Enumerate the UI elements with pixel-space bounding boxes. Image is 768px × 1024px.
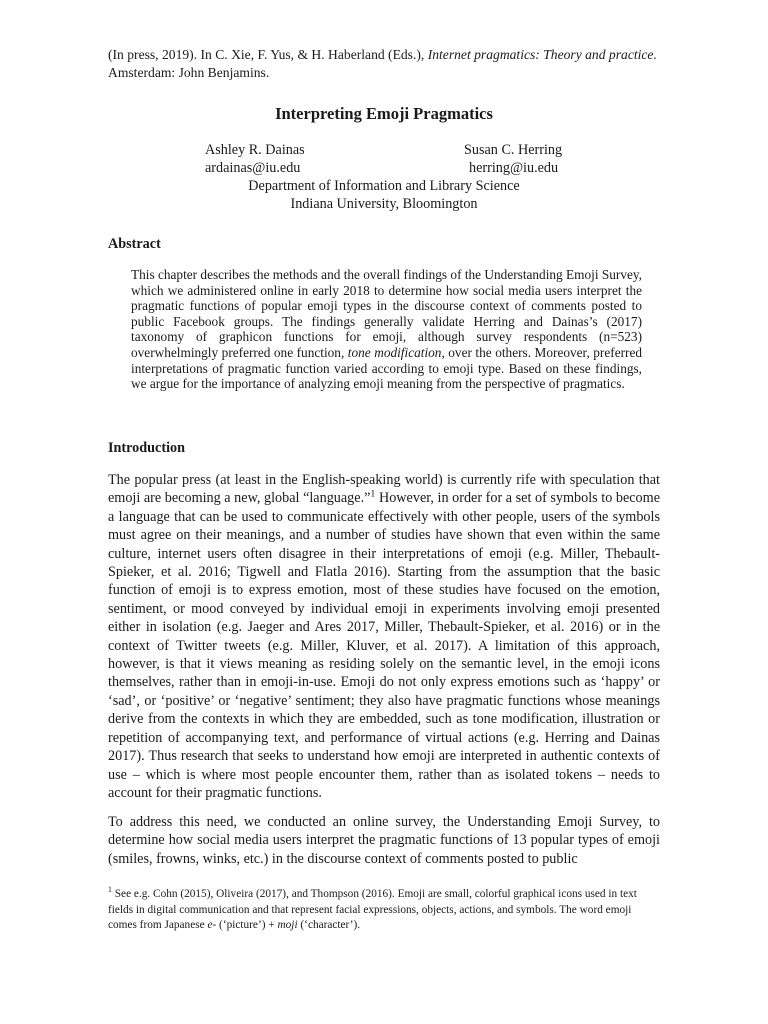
footnote-text: See e.g. Cohn (2015), Oliveira (2017), and Thompson (2016). Emoji are small, colorful graphical icons used in text fields in digital communication and that represent facial expressions, objects, actions, and symbols. The word emoji comes from Japanese [108,888,637,931]
paragraph-text: The popular press (at least in the English-speaking world) is currently rife with speculation that emoji are becoming a new, global “language.” [108,472,660,507]
abstract-text-part: This chapter describes the methods and the overall findings of the Understanding Emoji Survey, which we administered online in early 2018 to determine how social media users interpret the pragmatic functions of popular emoji types in the discourse context of comments posted to public Facebook groups. The findings generally validate Herring and Dainas’s (2017) taxonomy of graphicon functions for emoji, although survey respondents (n=523) overwhelmingly preferred one function, [131,267,642,360]
abstract-text [131,267,642,392]
abstract-heading: Abstract [108,236,161,252]
author-block-2 [464,141,562,177]
abstract-text-part: , over the others. Moreover, preferred interpretations of pragmatic function varied according to emoji type. Based on these findings, we argue for the importance of analyzing emoji meaning from the perspective of pragmatics. [131,344,642,392]
paper-title: Interpreting Emoji Pragmatics [275,104,493,123]
introduction-paragraph-2: To address this need, we conducted an online survey, the Understanding Emoji Survey, to determine how social media users interpret the pragmatic functions of 13 popular types of emoji (smiles, frowns, winks, etc.) in the discourse context of comments posted to public [108,814,660,867]
citation-header [108,46,668,82]
footnote-italic: e- [207,919,217,931]
footnote-italic: moji [277,919,298,931]
citation-book-title: Internet pragmatics: Theory and practice. [427,47,657,62]
author-name: Ashley R. Dainas [205,142,305,158]
footnote-marker: 1 [108,885,112,895]
citation-publisher: Amsterdam: John Benjamins. [108,65,270,80]
author-name: Susan C. Herring [464,142,563,158]
introduction-paragraph-1 [108,471,660,802]
department: Department of Information and Library Science [248,178,520,194]
abstract-italic-term: tone modification [347,344,442,360]
author-email: ardainas@iu.edu [205,160,301,176]
footnote [108,887,654,934]
affiliation [0,177,768,213]
footnote-text: (‘picture’) + [216,919,278,931]
author-email: herring@iu.edu [469,160,559,176]
citation-text: (In press, 2019). In C. Xie, F. Yus, & H. Haberland (Eds.), [108,47,428,62]
paragraph-text: However, in order for a set of symbols to become a language that can be used to communicate effectively with other people, users of the symbols must agree on their meanings, and a number of studies have shown that even within the same culture, internet users often disagree in their interpretations of emoji (e.g. Miller, Thebault-Spieker, et al. 2016; Tigwell and Flatla 2016). Starting from the assumption that the basic function of emoji is to express emotion, most of these studies have focused on the emotion, sentiment, or mood conveyed by individual emoji in experiments involving emoji presented either in isolation (e.g. Jaeger and Ares 2017, Miller, Thebault-Spieker, et al. 2016) or in the context of Twitter tweets (e.g. Miller, Kluver, et al. 2017). A limitation of this approach, however, is that it views meaning as residing solely on the semantic level, in the emoji icons themselves, rather than in emoji-in-use. Emoji do not only express emotions such as ‘happy’ or ‘sad’, or ‘positive’ or ‘negative’ sentiment; they also have pragmatic functions whose meanings derive from the contexts in which they are embedded, such as tone modification, illustration or repetition of accompanying text, and performance of virtual actions (e.g. Herring and Dainas 2017). Thus research that seeks to understand how emoji are interpreted in authentic contexts of use – which is where most people encounter them, rather than as isolated tokens – needs to account for their pragmatic functions. [108,490,660,801]
introduction-heading: Introduction [108,440,185,456]
footnote-text: (‘character’). [297,919,361,931]
university: Indiana University, Bloomington [290,196,478,212]
author-block-1 [205,141,305,177]
footnote-reference: 1 [370,488,376,500]
